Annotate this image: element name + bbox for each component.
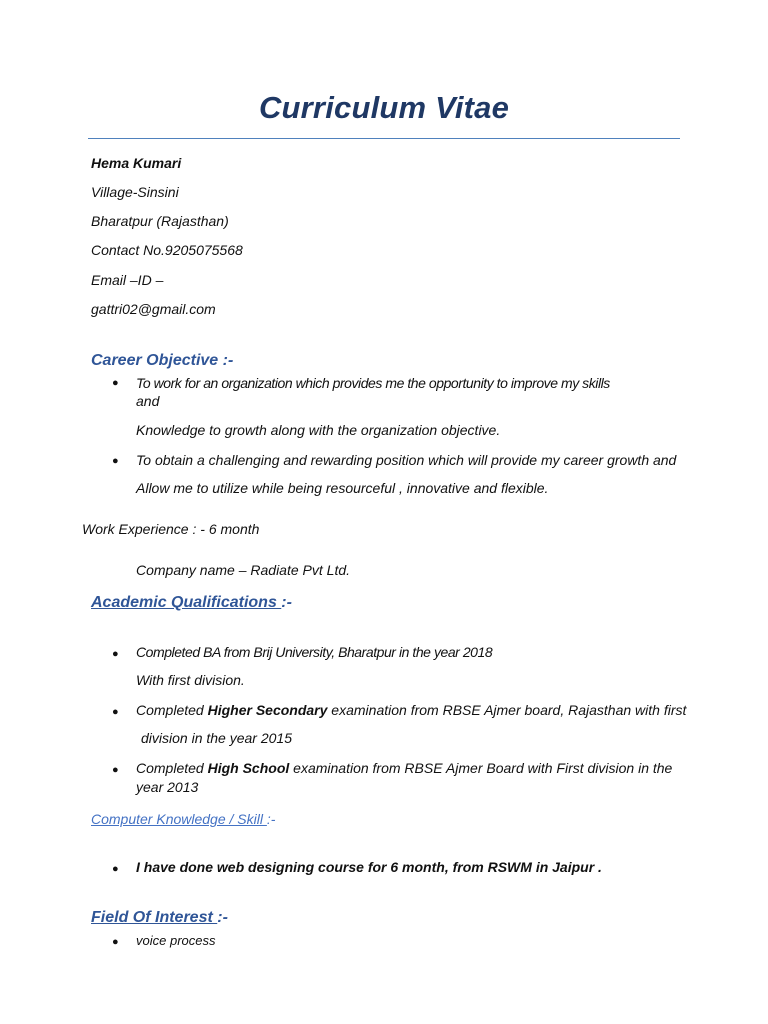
- bullet-icon: ●: [112, 377, 119, 389]
- academic-heading: [91, 594, 292, 612]
- item-prefix: Completed: [136, 760, 208, 776]
- bullet-icon: ●: [112, 455, 119, 467]
- interest-item: voice process: [136, 933, 216, 948]
- bullet-icon: ●: [112, 936, 119, 948]
- academic-item-ba: Completed BA from Brij University, Bharatpur in the year 2018: [136, 644, 493, 660]
- qualification-name: High School: [207, 760, 290, 776]
- computer-skill-heading: [91, 811, 275, 827]
- career-objective-item-1-cont: and: [136, 393, 160, 409]
- academic-item-ba-cont: With first division.: [136, 672, 245, 688]
- career-objective-heading: Career Objective :-: [91, 352, 234, 369]
- career-objective-item-1: To work for an organization which provides me the opportunity to improve my skills: [136, 375, 610, 391]
- academic-item-high-school-cont: year 2013: [136, 779, 199, 795]
- computer-skill-heading-text: Computer Knowledge / Skill: [91, 811, 267, 827]
- academic-item-higher-secondary: [136, 702, 686, 718]
- interest-heading-text: Field Of Interest: [91, 909, 218, 926]
- page-title: Curriculum Vitae: [258, 90, 510, 125]
- career-objective-item-2: To obtain a challenging and rewarding position which will provide my career growth and: [136, 452, 677, 468]
- address-district: Bharatpur (Rajasthan): [91, 213, 229, 229]
- academic-item-higher-secondary-cont: division in the year 2015: [141, 730, 292, 746]
- item-prefix: Completed: [136, 702, 208, 718]
- bullet-icon: ●: [112, 863, 119, 875]
- address-village: Village-Sinsini: [91, 184, 179, 200]
- qualification-name: Higher Secondary: [207, 702, 328, 718]
- email-label: Email –ID –: [91, 272, 164, 288]
- academic-heading-text: Academic Qualifications: [91, 594, 282, 611]
- company-name: Company name – Radiate Pvt Ltd.: [136, 562, 351, 578]
- email-address: gattri02@gmail.com: [91, 301, 216, 317]
- work-experience-label: Work Experience : - 6 month: [82, 521, 260, 537]
- item-rest: examination from RBSE Ajmer Board with First division in the: [289, 760, 673, 776]
- title-divider: [88, 138, 680, 139]
- career-objective-item-2-cont: Allow me to utilize while being resourceful , innovative and flexible.: [136, 480, 549, 496]
- bullet-icon: ●: [112, 648, 119, 660]
- computer-skill-item: I have done web designing course for 6 month, from RSWM in Jaipur .: [136, 859, 602, 875]
- item-rest: examination from RBSE Ajmer board, Rajasthan with first: [327, 702, 687, 718]
- candidate-name: Hema Kumari: [91, 155, 182, 171]
- contact-number: Contact No.9205075568: [91, 242, 243, 258]
- bullet-icon: ●: [112, 764, 119, 776]
- interest-heading-suffix: :-: [217, 909, 228, 926]
- computer-skill-heading-suffix: :-: [266, 811, 276, 827]
- bullet-icon: ●: [112, 706, 119, 718]
- interest-heading: [91, 909, 228, 927]
- academic-heading-suffix: :-: [281, 594, 292, 611]
- academic-item-high-school: [136, 760, 672, 776]
- career-objective-item-1-cont2: Knowledge to growth along with the organization objective.: [136, 422, 501, 438]
